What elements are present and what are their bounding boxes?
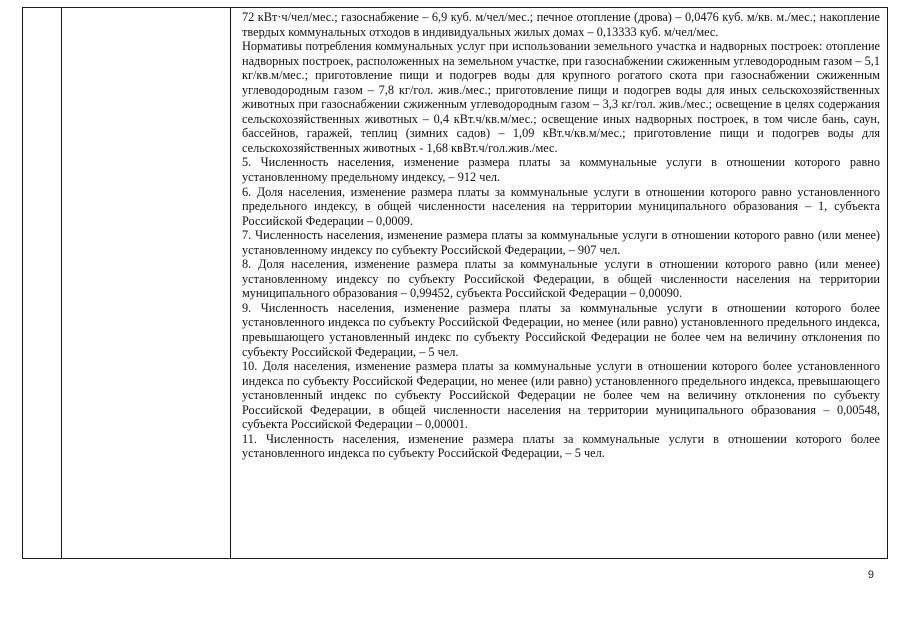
paragraph-item-5: 5. Численность населения, изменение размера платы за коммунальные услуги в отношении которого равно установленному предельному индексу, – 912 чел. [242,155,880,185]
paragraph-item-10: 10. Доля населения, изменение размера платы за коммунальные услуги в отношении которого более установленного индекса по субъекту Российской Федерации, но менее (или равно) установленного предельного индекса, превышающего установленный индекс по субъекту Российской Федерации не более чем на величину отклонения по субъекту Российской Федерации, в общей численности населения на территории муниципального образования – 0,00548, субъекта Российской Федерации – 0,00001. [242,359,880,432]
paragraph-item-7: 7. Численность населения, изменение размера платы за коммунальные услуги в отношении которого равно (или менее) установленному индексу по субъекту Российской Федерации, – 907 чел. [242,228,880,257]
paragraph-item-6: 6. Доля населения, изменение размера платы за коммунальные услуги в отношении которого равно установленного предельного индексу, в общей численности населения на территории муниципального образования – 1, субъекта Российской Федерации – 0,0009. [242,184,880,228]
table-cell-content [231,8,888,559]
paragraph-item-11: 11. Численность населения, изменение размера платы за коммунальные услуги в отношении которого более установленного индекса по субъекту Российской Федерации, – 5 чел. [242,431,880,461]
document-table [22,7,888,559]
table-cell-indicator [62,8,231,559]
paragraph-item-8: 8. Доля населения, изменение размера платы за коммунальные услуги в отношении которого равно (или менее) установленному индексу по субъекту Российской Федерации, в общей численности населения на территории муниципального образования – 0,99452, субъекта Российской Федерации – 0,00090. [242,257,880,301]
paragraph-consumption-norms-end: 72 кВт·ч/чел/мес.; газоснабжение – 6,9 куб. м/чел/мес.; печное отопление (дрова) – 0,0476 куб. м/кв. м./мес.; накопление твердых коммунальных отходов в индивидуальных жилых домах – 0,13333 куб. м/чел/мес. [242,10,880,39]
paragraph-land-plot-norms: Нормативы потребления коммунальных услуг при использовании земельного участка и надворных построек: отопление надворных построек, расположенных на земельном участке, при газоснабжении сжиженным углеводородным газом – 5,1 кг/кв.м/мес.; приготовление пищи и подогрев воды для крупного рогатого скота при газоснабжении сжиженным углеводородным газом – 7,8 кг/гол. жив./мес.; приготовление пищи и подогрев воды для иных сельскохозяйственных животных при газоснабжении сжиженным углеводородным газом – 3,3 кг/гол. жив./мес.; освещение в целях содержания сельскохозяйственных животных – 0,4 кВт.ч/кв.м/мес.; освещение иных надворных построек, в том числе бань, саун, бассейнов, гаражей, теплиц (зимних садов) – 1,09 кВт.ч/кв.м/мес.; приготовление пищи и подогрев воды для сельскохозяйственных животных - 1,68 квВт.ч/гол.жив./мес. [242,39,880,155]
table-row [23,8,888,559]
paragraph-item-9: 9. Численность населения, изменение размера платы за коммунальные услуги в отношении которого более установленного индекса по субъекту Российской Федерации, но менее (или равно) установленного предельного индекса, превышающего установленный индекс по субъекту Российской Федерации не более чем на величину отклонения по субъекту Российской Федерации, – 5 чел. [242,300,880,359]
table-cell-index [23,8,62,559]
content-text-block [231,8,887,461]
page-number: 9 [867,569,874,581]
